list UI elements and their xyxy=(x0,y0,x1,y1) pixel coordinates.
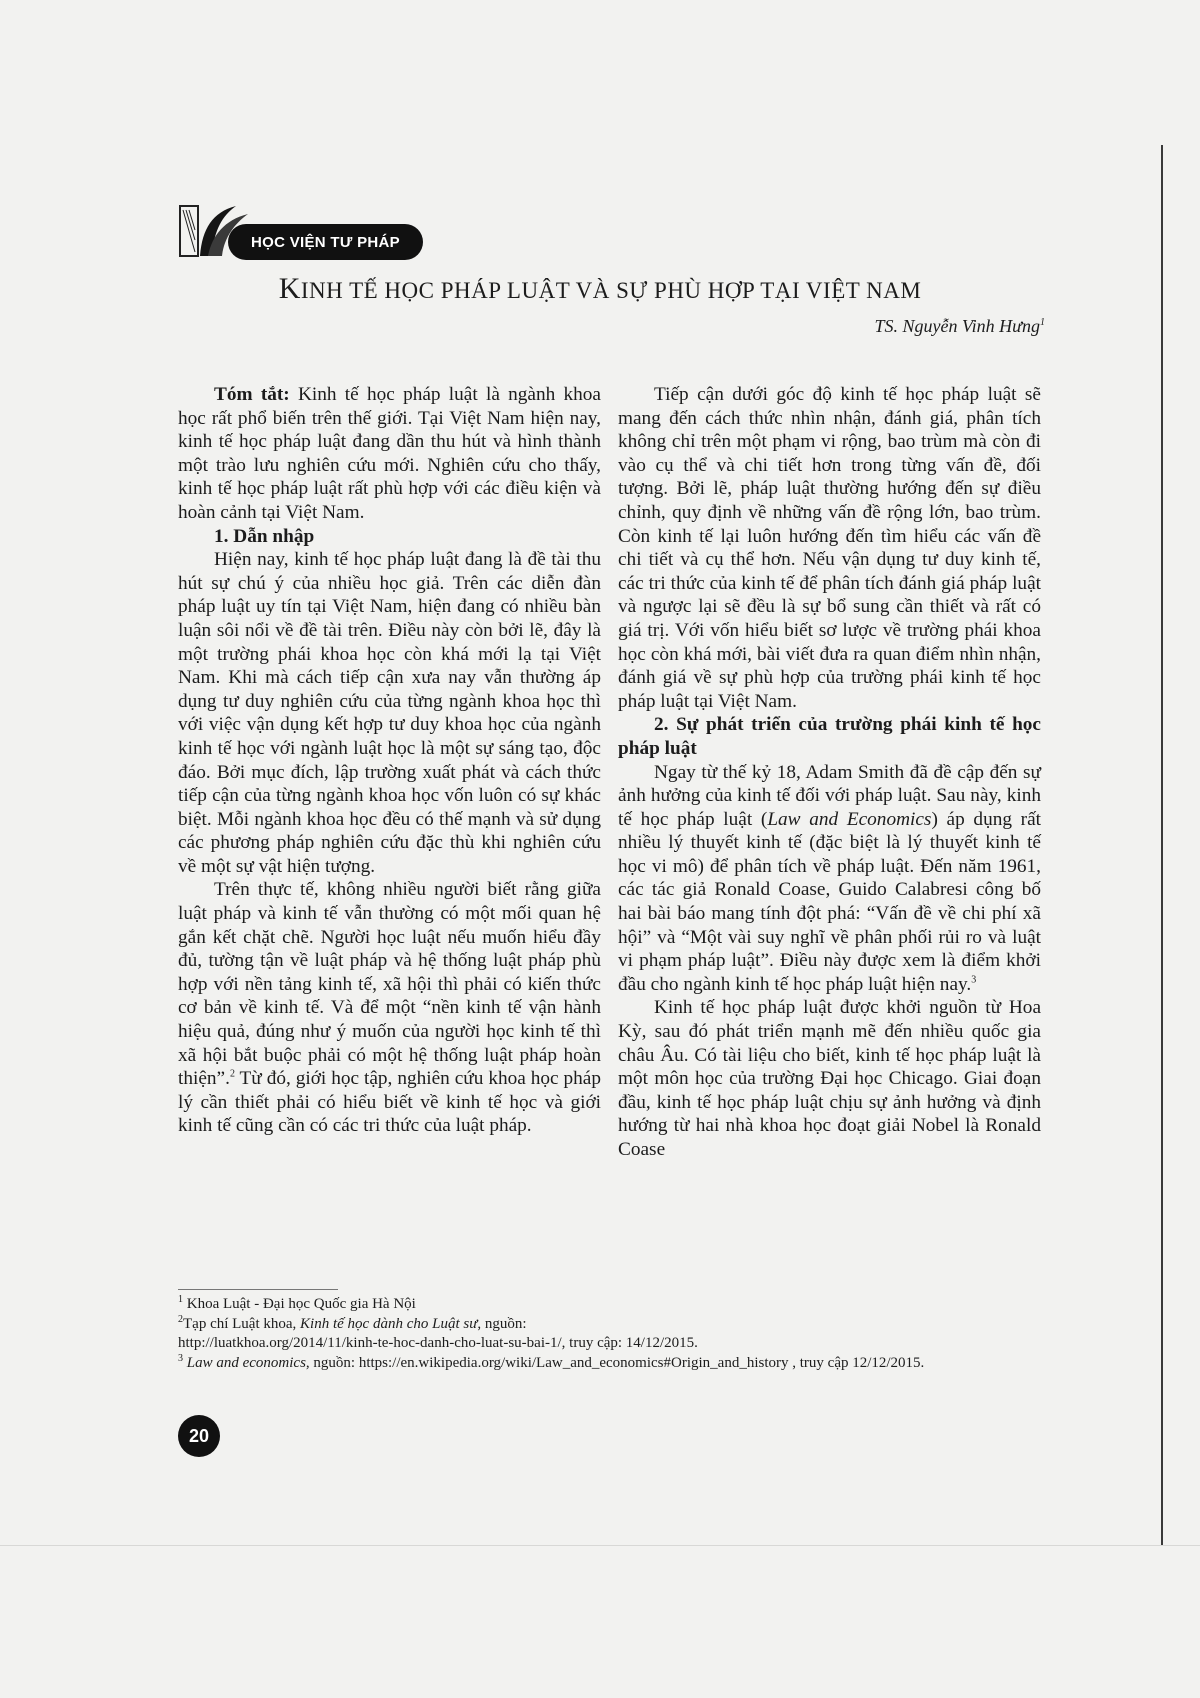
abstract-text: Kinh tế học pháp luật là ngành khoa học rất phổ biến trên thế giới. Tại Việt Nam hiện nay, kinh tế học pháp luật đang dần thu hút và hình thành một trào lưu nghiên cứu mới. Nghiên cứu cho thấy, kinh tế học pháp luật rất phù hợp với các điều kiện và hoàn cảnh tại Việt Nam. xyxy=(178,384,601,523)
footnote-text: Tạp chí Luật khoa, xyxy=(183,1315,301,1332)
footnote-italic: Kinh tế học dành cho Luật sư xyxy=(300,1315,478,1332)
paragraph: Tiếp cận dưới góc độ kinh tế học pháp luật sẽ mang đến cách thức nhìn nhận, đánh giá, phân tích không chỉ trên một phạm vi rộng, bao trùm mà còn đi vào cụ thể và chi tiết hơn trong từng vấn đề, đối tượng. Bởi lẽ, pháp luật thường hướng đến sự điều chỉnh, quy định về những vấn đề rộng lớn, bao trùm. Còn kinh tế lại luôn hướng đến tìm hiểu các vấn đề chi tiết và cụ thể hơn. Nếu vận dụng tư duy kinh tế, các tri thức của kinh tế để phân tích đánh giá pháp luật và ngược lại sẽ đều là sự bổ sung cần thiết và rất có giá trị. Với vốn hiểu biết sơ lược về trường phái khoa học còn khá mới, bài viết đưa ra quan điểm nhìn nhận, đánh giá về sự phù hợp của trường phái kinh tế học pháp luật tại Việt Nam. xyxy=(618,384,1041,712)
italic-term: Law and Economics xyxy=(767,808,932,830)
paragraph-text: Ngay từ thế kỷ 18, Adam Smith đã đề cập đến sự ảnh hưởng của kinh tế đối với pháp luật. Sau này, kinh tế học pháp luật ( xyxy=(618,761,1041,830)
paragraph xyxy=(618,761,1041,997)
section-tab: HỌC VIỆN TƯ PHÁP xyxy=(228,224,423,260)
page-edge-rule xyxy=(1161,145,1163,1545)
paragraph-text: Trên thực tế, không nhiều người biết rằng giữa luật pháp và kinh tế vẫn thường có một mối quan hệ gắn kết chặt chẽ. Người học luật nếu muốn hiểu đầy đủ, tường tận về luật pháp và hệ thống luật pháp phù hợp với nền tảng kinh tế, xã hội thì phải có kiến thức cơ bản về kinh tế. Và để một “nền kinh tế vận hành hiệu quả, đúng như ý muốn của người học kinh tế thì xã hội bắt buộc phải có một hệ thống luật pháp hoàn thiện”. xyxy=(178,879,601,1090)
footnote-2 xyxy=(178,1315,1043,1335)
page-number: 20 xyxy=(178,1415,220,1457)
footnote-ref: 3 xyxy=(971,974,977,986)
footnote-mark: 1 xyxy=(178,1294,183,1305)
paragraph xyxy=(178,878,601,1138)
title-text: INH TẾ HỌC PHÁP LUẬT VÀ SỰ PHÙ HỢP TẠI VIỆT NAM xyxy=(300,278,922,303)
footnote-text: Khoa Luật - Đại học Quốc gia Hà Nội xyxy=(183,1296,416,1312)
footnote-text: , nguồn: https://en.wikipedia.org/wiki/Law_and_economics#Origin_and_history , truy cập 12/12/2015. xyxy=(305,1354,925,1371)
footnote-mark: 3 xyxy=(178,1352,183,1364)
author-note-mark: 1 xyxy=(1040,317,1045,328)
title-first-letter: K xyxy=(278,272,301,305)
footnote-text: , nguồn: xyxy=(477,1315,527,1332)
footnote-mark: 2 xyxy=(178,1313,183,1325)
article-author xyxy=(875,316,1045,337)
footnote-rule xyxy=(178,1289,338,1290)
footnote-2-url: http://luatkhoa.org/2014/11/kinh-te-hoc-danh-cho-luat-su-bai-1/, truy cập: 14/12/2015. xyxy=(178,1335,698,1351)
article-title xyxy=(0,272,1200,306)
footnote-3 xyxy=(178,1354,1043,1374)
paragraph: Kinh tế học pháp luật được khởi nguồn từ Hoa Kỳ, sau đó phát triển mạnh mẽ đến nhiều quốc gia châu Âu. Có tài liệu cho biết, kinh tế học pháp luật là một môn học của trường Đại học Chicago. Giai đoạn đầu, kinh tế học pháp luật chịu sự ảnh hưởng và định hướng từ hai nhà khoa học đoạt giải Nobel là Ronald Coase xyxy=(618,997,1041,1160)
footnotes xyxy=(178,1295,1043,1373)
abstract xyxy=(178,383,601,525)
right-column xyxy=(618,383,1041,1162)
section-2-heading: 2. Sự phát triển của trường phái kinh tế học pháp luật xyxy=(618,714,1041,759)
paragraph: Hiện nay, kinh tế học pháp luật đang là đề tài thu hút sự chú ý của nhiều học giả. Trên các diễn đàn pháp luật uy tín tại Việt Nam, hiện đang có nhiều bàn luận sôi nổi về đề tài trên. Điều này còn bởi lẽ, đây là một trường phái khoa học còn khá mới lạ tại Việt Nam. Khi mà cách tiếp cận xưa nay vẫn thường áp dụng tư duy nghiên cứu của từng ngành khoa học thì với việc vận dụng kết hợp tư duy khoa học của ngành kinh tế học với ngành luật học là một sự sáng tạo, độc đáo. Bởi mục đích, lập trường xuất phát và cách thức tiếp cận của từng ngành khoa học vốn luôn có sự khác biệt. Mỗi ngành khoa học đều có thế mạnh và sử dụng các phương pháp nghiên cứu đặc thù khi nghiên cứu về một sự vật hiện tượng. xyxy=(178,549,601,877)
footnote-ref: 2 xyxy=(229,1068,235,1080)
paragraph-text: Từ đó, giới học tập, nghiên cứu khoa học pháp lý cần thiết phải có hiểu biết về kinh tế học và giới kinh tế cũng cần có các tri thức của luật pháp. xyxy=(178,1068,601,1137)
paragraph-text: ) áp dụng rất nhiều lý thuyết kinh tế (đặc biệt là lý thuyết kinh tế học vi mô) để phân tích về pháp luật. Đến năm 1961, các tác giả Ronald Coase, Guido Calabresi công bố hai bài báo mang tính đột phá: “Vấn đề về chi phí xã hội” và “Một vài suy nghĩ về phân phối rủi ro và luật vi phạm pháp luật”. Điều này được xem là điểm khởi đầu cho ngành kinh tế học pháp luật hiện nay. xyxy=(618,808,1042,995)
section-1-heading: 1. Dẫn nhập xyxy=(214,525,315,547)
left-column xyxy=(178,383,601,1138)
scan-edge-line xyxy=(0,1545,1200,1546)
abstract-label: Tóm tắt: xyxy=(214,384,290,405)
author-name: TS. Nguyễn Vinh Hưng xyxy=(874,316,1040,336)
footnote-1 xyxy=(178,1295,1043,1315)
footnote-italic: Law and economics xyxy=(183,1354,306,1371)
